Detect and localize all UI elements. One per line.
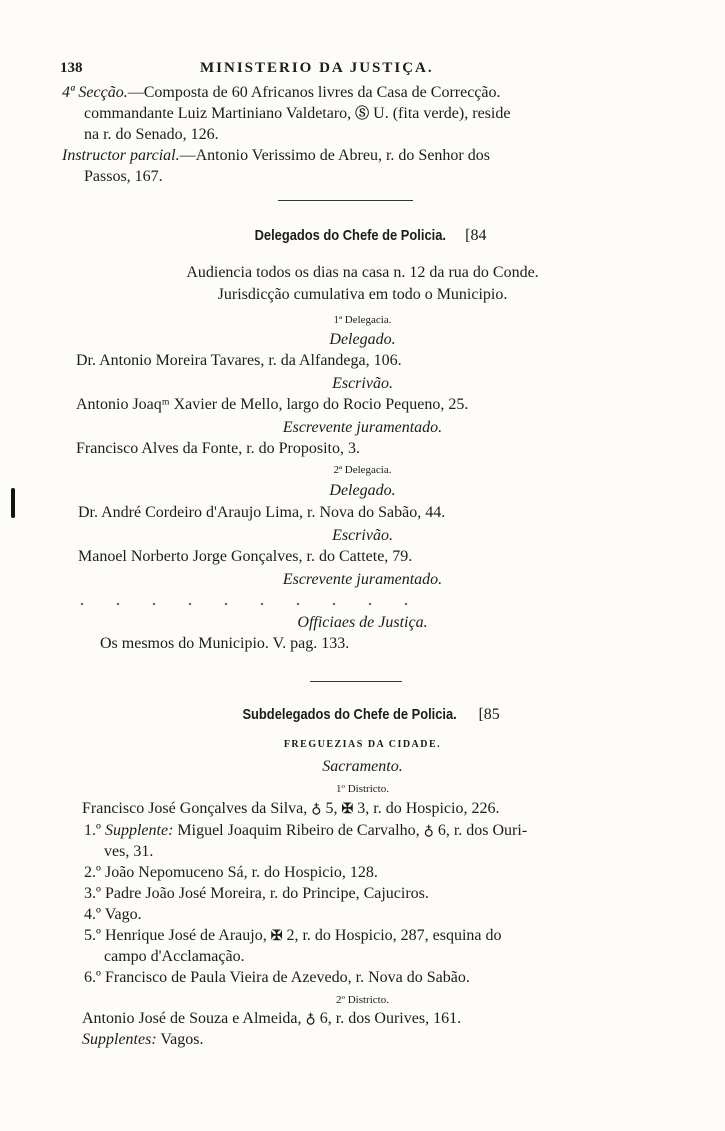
secao-text: —Composta de 60 Africanos livres da Casa de Correcção. bbox=[127, 84, 501, 101]
d1-delegado: Dr. Antonio Moreira Tavares, r. da Alfandega, 106. bbox=[76, 352, 402, 369]
d2-delegado: Dr. André Cordeiro d'Araujo Lima, r. Nova do Sabão, 44. bbox=[78, 504, 446, 521]
christ-cross-icon: ✠ bbox=[270, 929, 283, 944]
supplente-6: 6.º Francisco de Paula Vieira de Azevedo, r. Nova do Sabão. bbox=[84, 969, 470, 986]
d1-delegado-label: Delegado. bbox=[329, 331, 396, 348]
commandante-line bbox=[84, 104, 510, 125]
page-number: 138 bbox=[60, 60, 83, 76]
order-emblem-icon: Ⓢ bbox=[355, 107, 370, 122]
delegados-ref: [84 bbox=[465, 227, 487, 244]
d1-escrevente-label: Escrevente juramentado. bbox=[282, 419, 443, 436]
delegacia-2-heading: 2ª Delegacia. bbox=[333, 464, 392, 476]
instructor-line bbox=[62, 146, 490, 166]
supplente-3: 3.º Padre João José Moreira, r. do Principe, Cajuciros. bbox=[84, 885, 429, 902]
d2-escrevente-label: Escrevente juramentado. bbox=[282, 571, 443, 588]
rose-order-icon: ♁ bbox=[423, 824, 434, 839]
supplente-2: 2.º João Nepomuceno Sá, r. do Hospicio, 128. bbox=[84, 864, 378, 881]
supplente-label: Supplente: bbox=[104, 822, 174, 839]
jurisdiccao-line: Jurisdicção cumulativa em todo o Municipio. bbox=[217, 286, 508, 303]
secao-label: 4ª Secção. bbox=[62, 84, 128, 101]
parish-heading: Sacramento. bbox=[322, 758, 403, 775]
commandante-text: commandante Luiz Martiniano Valdetaro, bbox=[84, 105, 352, 122]
rose-order-icon: ♁ bbox=[305, 1012, 316, 1027]
delegacia-1-heading: 1ª Delegacia. bbox=[333, 314, 392, 326]
supplente-1-cont: ves, 31. bbox=[104, 843, 154, 860]
instructor-text: —Antonio Verissimo de Abreu, r. do Senhor dos bbox=[179, 147, 490, 164]
delegados-heading bbox=[0, 226, 725, 246]
supplente-4: 4.º Vago. bbox=[84, 906, 142, 923]
subdelegado-main: Francisco José Gonçalves da Silva, ♁ 5, ✠ 3, r. do Hospicio, 226. bbox=[82, 800, 500, 817]
d1-escrevente: Francisco Alves da Fonte, r. do Proposito, 3. bbox=[76, 440, 360, 457]
main-address: r. do Hospicio, 226. bbox=[373, 800, 500, 817]
distrito-1-heading: 1º Districto. bbox=[336, 783, 389, 795]
officiaes-label: Officiaes de Justiça. bbox=[297, 614, 428, 631]
ellipsis-dots: . . . . . . . . . . bbox=[80, 592, 422, 609]
rose-order-icon: ♁ bbox=[311, 802, 322, 817]
instructor-label: Instructor parcial. bbox=[62, 147, 180, 164]
d2-delegado-label: Delegado. bbox=[329, 482, 396, 499]
freguezias-heading: FREGUEZIAS DA CIDADE. bbox=[283, 739, 442, 750]
audiencia-line: Audiencia todos os dias na casa n. 12 da rua do Conde. bbox=[186, 264, 539, 281]
section-divider bbox=[278, 200, 413, 201]
commandante-rest: U. (fita verde), reside bbox=[373, 105, 511, 122]
d2-escrivao: Manoel Norberto Jorge Gonçalves, r. do Cattete, 79. bbox=[78, 548, 413, 565]
delegados-title: Delegados do Chefe de Policia. bbox=[254, 227, 446, 244]
senado-line: na r. do Senado, 126. bbox=[84, 126, 219, 143]
subdelegados-ref: [85 bbox=[478, 706, 500, 723]
subdelegados-title: Subdelegados do Chefe de Policia. bbox=[242, 706, 457, 723]
d2-escrivao-label: Escrivão. bbox=[332, 527, 393, 544]
d1-escrivao-label: Escrivão. bbox=[332, 375, 393, 392]
distrito-2-supplentes: Supplentes: Vagos. bbox=[82, 1031, 204, 1048]
christ-cross-icon: ✠ bbox=[341, 802, 354, 817]
passos-line: Passos, 167. bbox=[84, 168, 163, 185]
distrito-2-heading: 2º Districto. bbox=[336, 994, 389, 1006]
supplente-1: 1.º Supplente: Miguel Joaquim Ribeiro de Carvalho, ♁ 6, r. dos Ouri- bbox=[84, 822, 528, 839]
main-name: Francisco José Gonçalves da Silva, bbox=[82, 800, 308, 817]
d1-escrivao: Antonio Joaqᵐ Xavier de Mello, largo do Rocio Pequeno, 25. bbox=[76, 396, 469, 413]
page-title: MINISTERIO DA JUSTIÇA. bbox=[200, 60, 434, 76]
officiaes-text: Os mesmos do Municipio. V. pag. 133. bbox=[100, 635, 350, 652]
distrito-2-subdelegado: Antonio José de Souza e Almeida, ♁ 6, r. dos Ourives, 161. bbox=[82, 1010, 462, 1027]
supplente-5-cont: campo d'Acclamação. bbox=[104, 948, 245, 965]
supplente-5: 5.º Henrique José de Araujo, ✠ 2, r. do Hospicio, 287, esquina do bbox=[84, 927, 502, 944]
secao-line bbox=[62, 83, 501, 103]
subdelegados-heading bbox=[0, 705, 725, 725]
section-divider bbox=[310, 681, 402, 682]
